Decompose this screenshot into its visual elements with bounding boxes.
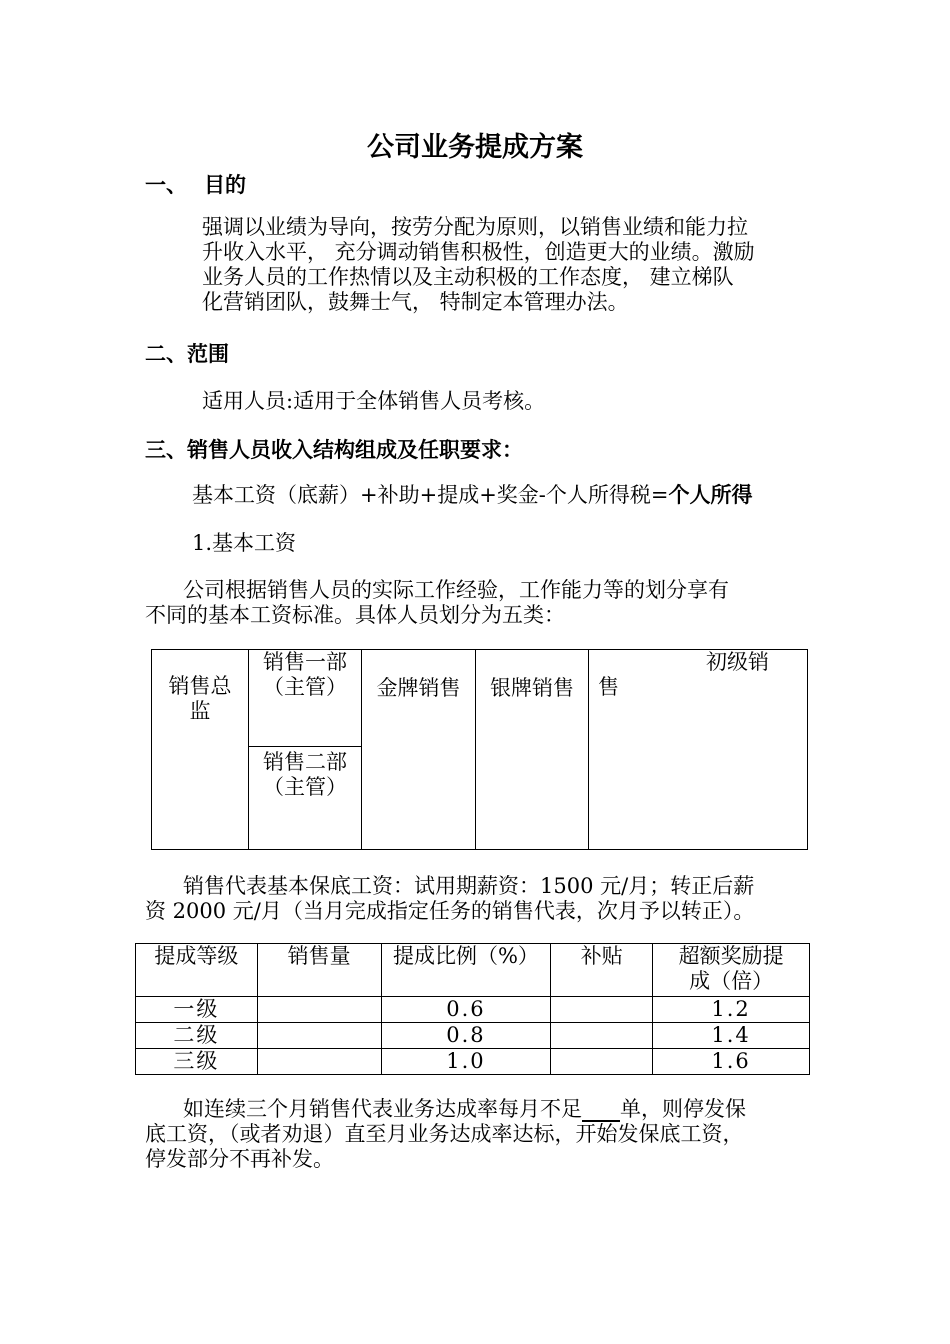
table-row bbox=[136, 997, 810, 1023]
purpose-line: 强调以业绩为导向，按劳分配为原则，以销售业绩和能力拉 bbox=[202, 215, 748, 239]
bonus-cell: 1.4 bbox=[653, 1023, 810, 1049]
gold-sales-cell: 金牌销售 bbox=[376, 676, 461, 700]
bonus-cell: 1.6 bbox=[653, 1049, 810, 1075]
salary-line: 资 2000 元/月（当月完成指定任务的销售代表，次月予以转正）。 bbox=[145, 899, 755, 923]
purpose-line: 化营销团队，鼓舞士气， 特制定本管理办法。 bbox=[202, 290, 629, 314]
level-cell: 三级 bbox=[136, 1049, 258, 1075]
fill-in-blank bbox=[582, 1098, 620, 1122]
final-line: 停发部分不再补发。 bbox=[145, 1147, 334, 1171]
volume-cell bbox=[257, 1049, 381, 1075]
volume-cell bbox=[257, 1023, 381, 1049]
sales-dept1-cell: 销售一部 （主管） bbox=[263, 650, 347, 699]
income-formula bbox=[192, 483, 752, 508]
header-bonus: 超额奖励提 成（倍） bbox=[653, 944, 810, 997]
header-volume: 销售量 bbox=[257, 944, 381, 997]
section1-title: 目的 bbox=[204, 173, 246, 197]
intro-line: 不同的基本工资标准。具体人员划分为五类： bbox=[145, 603, 565, 627]
sales-dept2-cell: 销售二部 （主管） bbox=[263, 750, 347, 799]
salary-intro-paragraph bbox=[145, 578, 815, 628]
table-row bbox=[136, 1049, 810, 1075]
final-line: 如连续三个月销售代表业务达成率每月不足 单，则停发保 bbox=[183, 1097, 746, 1121]
final-paragraph bbox=[145, 1097, 815, 1172]
intro-line: 公司根据销售人员的实际工作经验，工作能力等的划分享有 bbox=[183, 578, 729, 602]
header-level: 提成等级 bbox=[136, 944, 258, 997]
purpose-line: 业务人员的工作热情以及主动积极的工作态度， 建立梯队 bbox=[202, 265, 734, 289]
section2-title: 二、范围 bbox=[145, 342, 229, 366]
volume-cell bbox=[257, 997, 381, 1023]
bonus-cell: 1.2 bbox=[653, 997, 810, 1023]
section1-number: 一、 bbox=[145, 173, 187, 197]
formula-result: 个人所得 bbox=[668, 483, 753, 507]
level-cell: 一级 bbox=[136, 997, 258, 1023]
page-title: 公司业务提成方案 bbox=[367, 132, 583, 163]
subsidy-cell bbox=[551, 997, 653, 1023]
final-line: 底工资，（或者劝退）直至月业务达成率达标，开始发保底工资， bbox=[145, 1122, 744, 1146]
ratio-cell: 1.0 bbox=[381, 1049, 551, 1075]
scope-text: 适用人员:适用于全体销售人员考核。 bbox=[202, 389, 546, 413]
salary-line: 销售代表基本保底工资：试用期薪资：1500 元/月；转正后薪 bbox=[183, 874, 755, 898]
header-subsidy: 补贴 bbox=[551, 944, 653, 997]
sales-director-cell: 销售总 监 bbox=[168, 674, 232, 723]
silver-sales-cell: 银牌销售 bbox=[490, 676, 574, 700]
table-row bbox=[136, 1023, 810, 1049]
ratio-cell: 0.6 bbox=[381, 997, 551, 1023]
header-ratio: 提成比例（%） bbox=[381, 944, 551, 997]
formula-text: 基本工资（底薪）+补助+提成+奖金-个人所得税= bbox=[192, 483, 669, 507]
salary-note-paragraph bbox=[145, 874, 815, 924]
commission-table bbox=[135, 943, 810, 1075]
section3-title: 三、销售人员收入结构组成及任职要求： bbox=[145, 438, 523, 462]
purpose-line: 升收入水平， 充分调动销售积极性，创造更大的业绩。激励 bbox=[202, 240, 755, 264]
subsidy-cell bbox=[551, 1049, 653, 1075]
ratio-cell: 0.8 bbox=[381, 1023, 551, 1049]
subsection-base-salary: 1.基本工资 bbox=[192, 531, 297, 555]
subsidy-cell bbox=[551, 1023, 653, 1049]
staff-category-table bbox=[151, 649, 808, 850]
level-cell: 二级 bbox=[136, 1023, 258, 1049]
purpose-paragraph bbox=[202, 215, 812, 315]
table-header-row bbox=[136, 944, 810, 997]
junior-sales-cell: 初级销 售 bbox=[598, 650, 769, 699]
